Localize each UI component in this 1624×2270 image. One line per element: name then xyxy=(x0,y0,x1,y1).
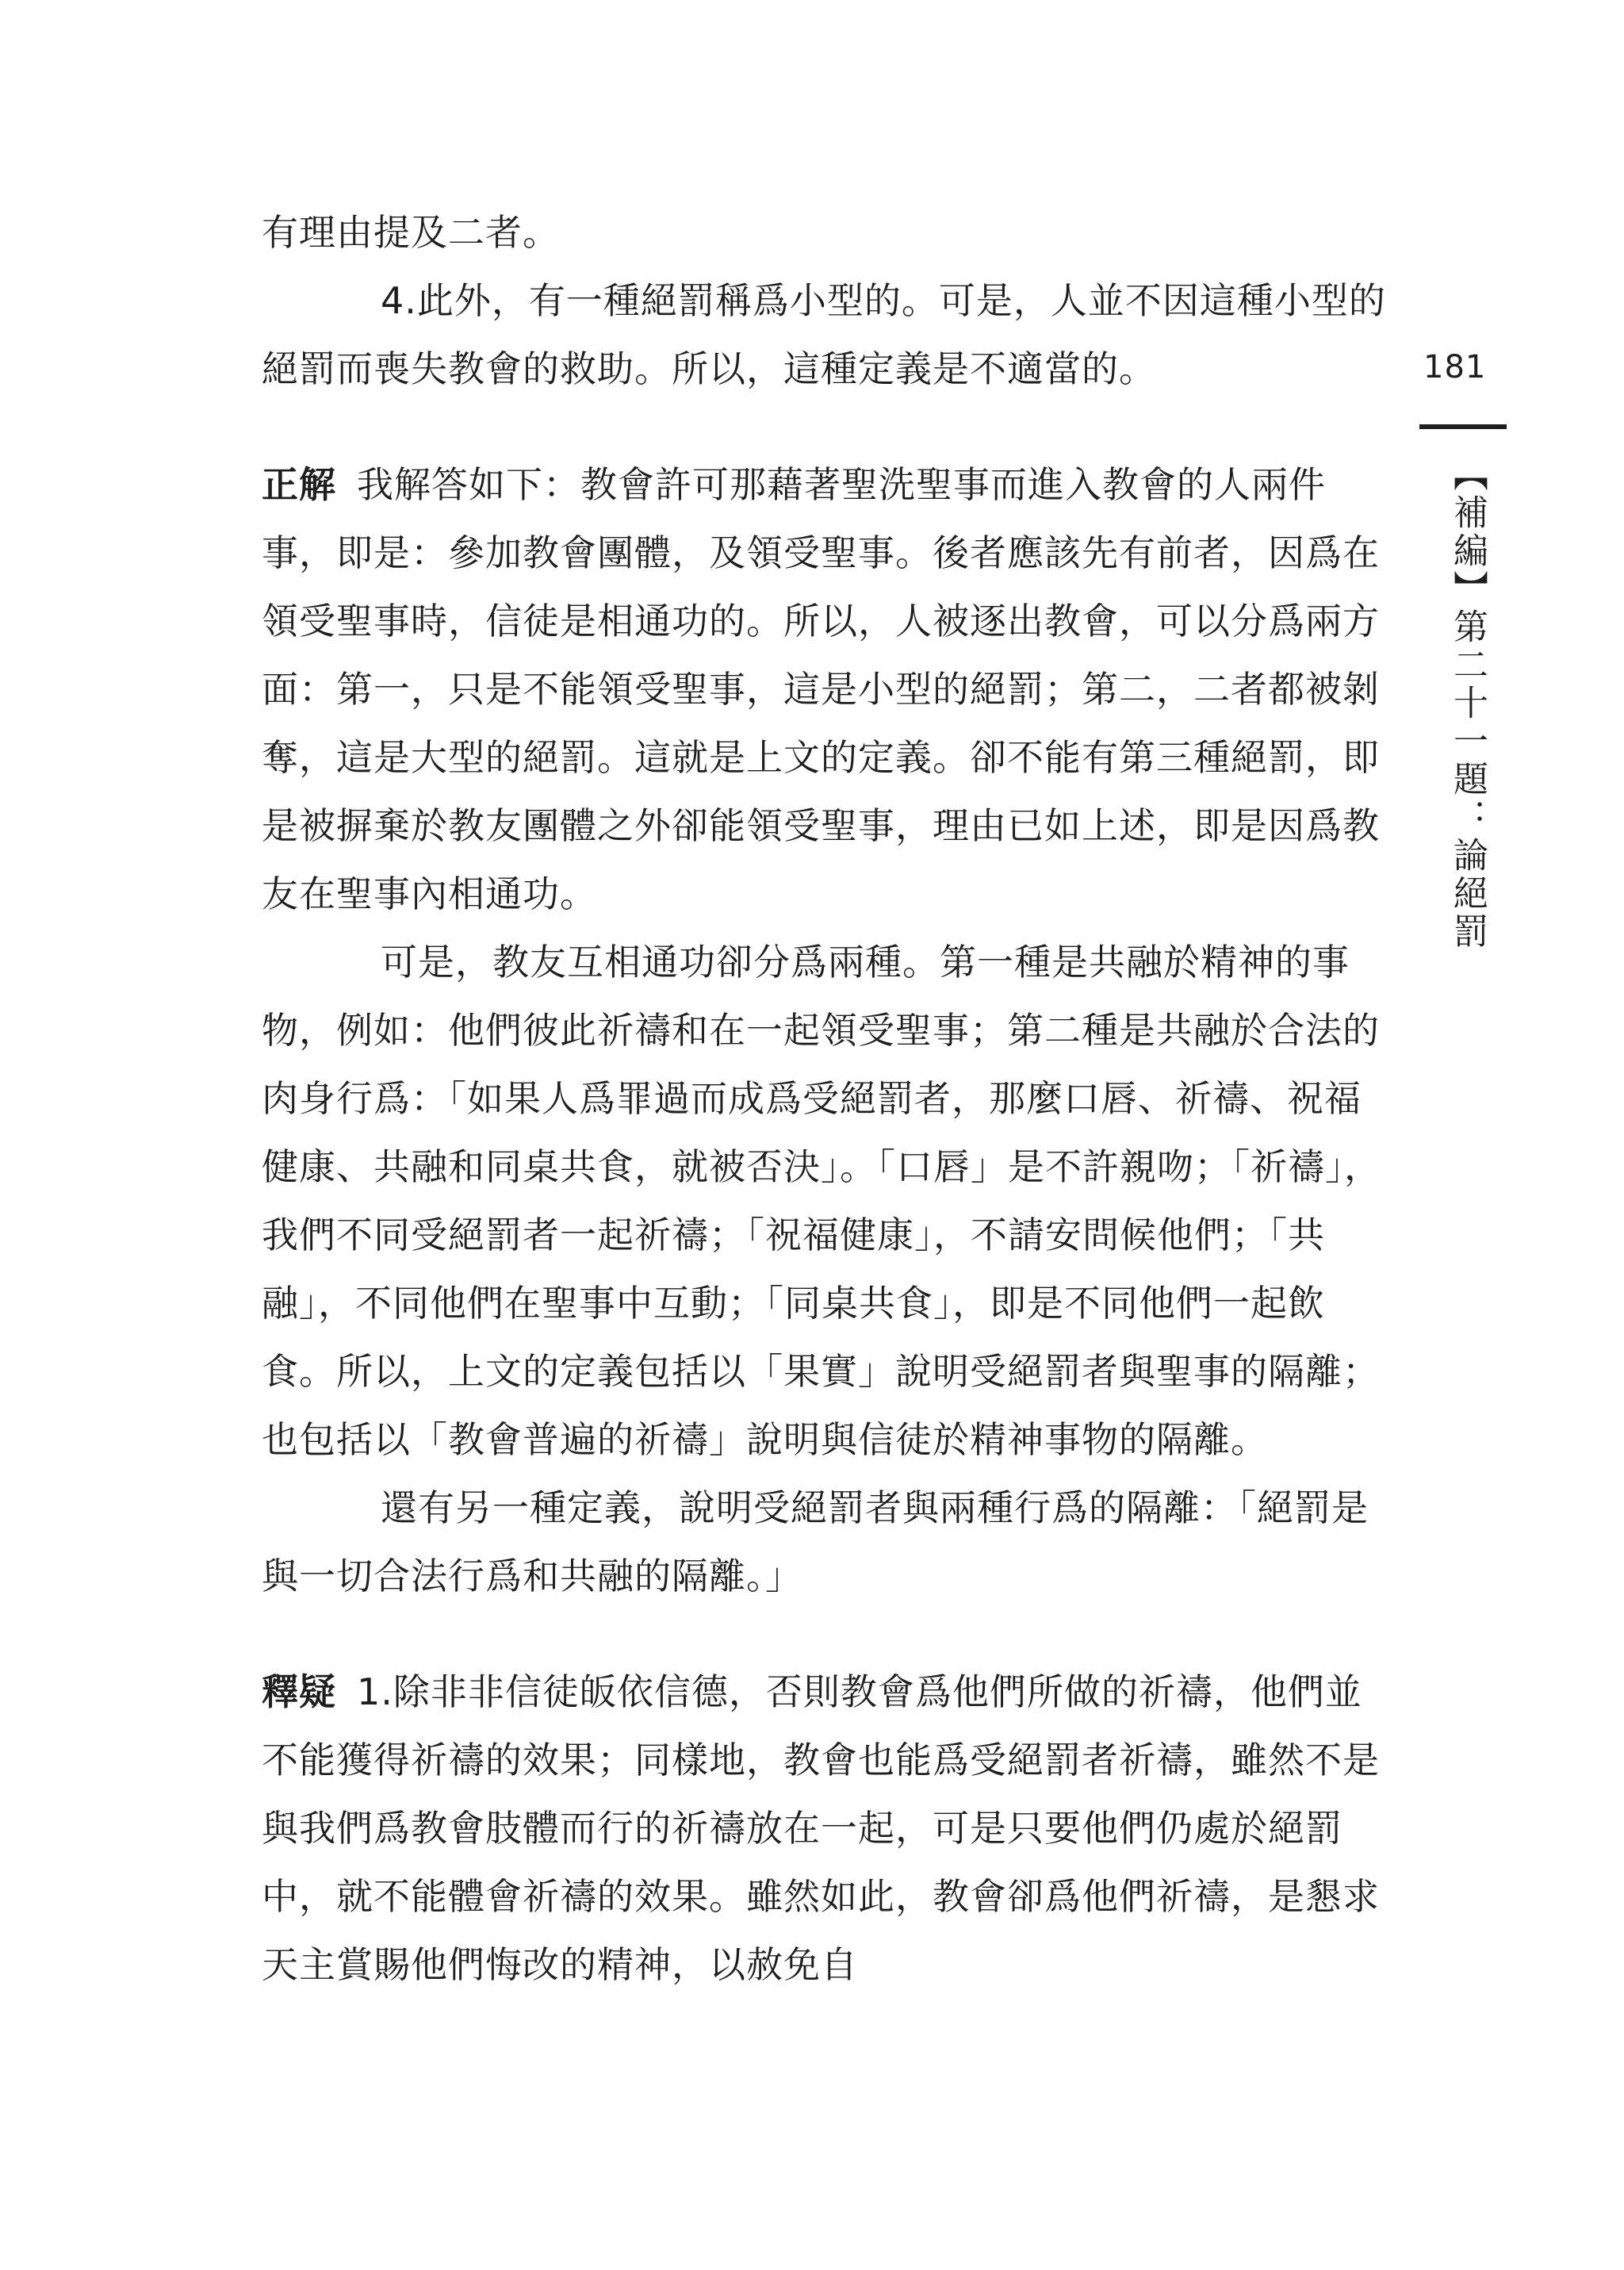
paragraph-communion: 可是，教友互相通功卻分爲兩種。第一種是共融於精神的事物，例如：他們彼此祈禱和在一起領受聖事；第二種是共融於合法的肉身行爲：「如果人爲罪過而成爲受絕罰者，那麼口唇、祈禱、祝福健康、共融和同桌共食，就被否決」。「口唇」是不許親吻；「祈禱」，我們不同受絕罰者一起祈禱；「祝福健康」，不請安問候他們；「共融」，不同他們在聖事中互動；「同桌共食」，即是不同他們一起飲食。所以，上文的定義包括以「果實」說明受絕罰者與聖事的隔離；也包括以「教會普遍的祈禱」說明與信徒於精神事物的隔離。 xyxy=(262,941,1381,1461)
paragraph-answer-text: 我解答如下：教會許可那藉著聖洗聖事而進入教會的人兩件事，即是：參加教會團體，及領受聖事。後者應該先有前者，因爲在領受聖事時，信徒是相通功的。所以，人被逐出教會，可以分爲兩方面：第一，只是不能領受聖事，這是小型的絕罰；第二，二者都被剝奪，這是大型的絕罰。這就是上文的定義。卻不能有第三種絕罰，即是被摒棄於教友團體之外卻能領受聖事，理由已如上述，即是因爲教友在聖事內相通功。 xyxy=(262,463,1380,915)
paragraph-definition: 還有另一種定義，說明受絕罰者與兩種行爲的隔離：「絕罰是與一切合法行爲和共融的隔離。」 xyxy=(262,1486,1369,1597)
paragraph-continuation: 有理由提及二者。 xyxy=(262,211,560,254)
page-number: 181 xyxy=(1423,349,1487,385)
section-lead-reply: 釋疑 xyxy=(262,1670,336,1713)
paragraph-reply-text: 1.除非非信徒皈依信德，否則教會爲他們所做的祈禱，他們並不能獲得祈禱的效果；同樣地，教會也能爲受絕罰者祈禱，雖然不是與我們爲教會肢體而行的祈禱放在一起，可是只要他們仍處於絕罰中，就不能體會祈禱的效果。雖然如此，教會卻爲他們祈禱，是懇求天主賞賜他們悔改的精神，以赦免自 xyxy=(262,1670,1380,1986)
paragraph-reply xyxy=(262,1658,1396,1999)
paragraph-answer xyxy=(262,451,1396,928)
section-lead-answer: 正解 xyxy=(262,463,336,506)
paragraph-objection-4: 4.此外，有一種絕罰稱爲小型的。可是，人並不因這種小型的絕罰而喪失教會的救助。所以，這種定義是不適當的。 xyxy=(262,279,1386,390)
section-gap xyxy=(262,1610,1396,1658)
body-text xyxy=(262,198,1396,1999)
section-gap xyxy=(262,403,1396,451)
margin-rule xyxy=(1419,424,1507,429)
running-head: 【補編】第二十一題：論絕罰 xyxy=(1447,456,1488,951)
